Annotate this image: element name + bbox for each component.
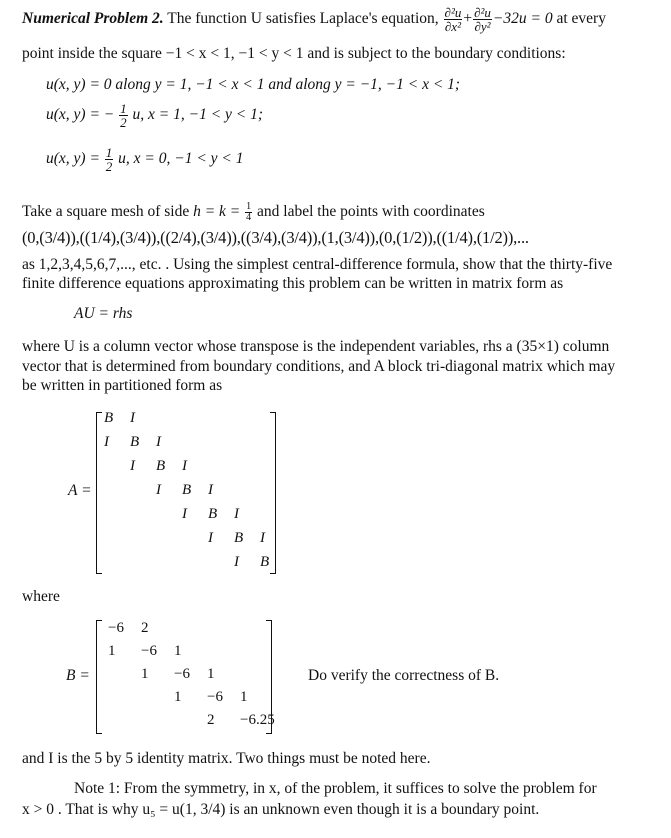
pde-num-y: ∂²u bbox=[474, 5, 491, 20]
matrix-a-cell: I bbox=[156, 482, 161, 498]
matrix-b-cell: 1 bbox=[174, 643, 182, 659]
boundary-condition-2 bbox=[46, 102, 263, 129]
where-para-line-3: be written in partitioned form as bbox=[22, 377, 223, 394]
where-para-line-1: where U is a column vector whose transpose is the independent variables, rhs a (35×1) column bbox=[22, 338, 610, 355]
mesh-fraction bbox=[245, 202, 252, 223]
matrix-a-cell: I bbox=[260, 530, 265, 546]
note-1-line-2: x > 0 . That is why u₅ = u(1, 3/4) is an unknown even though it is a boundary point. bbox=[22, 801, 540, 818]
mesh-frac-den: 4 bbox=[246, 212, 252, 223]
bc2-right: u, x = 1, −1 < y < 1; bbox=[132, 106, 264, 124]
matrix-b-cell: 1 bbox=[108, 643, 116, 659]
boundary-condition-3 bbox=[46, 146, 244, 173]
matrix-a-cell: B bbox=[156, 458, 166, 474]
matrix-a-cell: I bbox=[182, 506, 187, 522]
matrix-b-cell: −6.25 bbox=[240, 712, 275, 728]
bc3-den: 2 bbox=[105, 159, 113, 174]
boundary-condition-1: u(x, y) = 0 along y = 1, −1 < x < 1 and along y = −1, −1 < x < 1; bbox=[46, 76, 461, 93]
coordinate-list: (0,(3/4)),((1/4),(3/4)),((2/4),(3/4)),((3/4),(3/4)),(1,(3/4)),(0,(1/2)),((1/4),(1/2)),... bbox=[22, 228, 529, 247]
note-1-line-1: Note 1: From the symmetry, in x, of the problem, it suffices to solve the problem for bbox=[74, 780, 597, 797]
matrix-a-right-bracket bbox=[270, 412, 276, 574]
pde-term-x bbox=[444, 6, 463, 33]
bc3-fraction bbox=[105, 146, 114, 173]
matrix-a-cell: B bbox=[260, 554, 270, 570]
matrix-a-left-bracket bbox=[96, 412, 102, 574]
pde-num-x: ∂²u bbox=[444, 5, 462, 20]
matrix-a-cell: B bbox=[208, 506, 218, 522]
matrix-a-cell: I bbox=[130, 458, 135, 474]
bc2-fraction bbox=[119, 102, 128, 129]
verify-note: Do verify the correctness of B. bbox=[308, 667, 500, 684]
matrix-b-cell: −6 bbox=[207, 689, 223, 705]
matrix-a-cell: B bbox=[130, 434, 140, 450]
matrix-b-label: B = bbox=[66, 667, 90, 684]
matrix-b-cell: −6 bbox=[141, 643, 157, 659]
matrix-b-cell: 1 bbox=[240, 689, 248, 705]
matrix-a-cell: I bbox=[130, 410, 135, 426]
bc2-den: 2 bbox=[120, 115, 127, 130]
matrix-a-cell: B bbox=[234, 530, 244, 546]
matrix-b-cell: 1 bbox=[174, 689, 182, 705]
matrix-b-cell: −6 bbox=[108, 620, 124, 636]
where-para-line-2: vector that is determined from boundary conditions, and A block tri-diagonal matrix which may bbox=[22, 358, 616, 375]
matrix-a-cell: I bbox=[208, 482, 213, 498]
pde-term-y bbox=[473, 6, 492, 33]
mesh-line bbox=[22, 202, 485, 223]
problem-heading bbox=[22, 6, 606, 33]
matrix-a-cell: I bbox=[182, 458, 187, 474]
bc2-num: 1 bbox=[120, 101, 127, 116]
matrix-a-cell: B bbox=[182, 482, 192, 498]
matrix-b-cell: −6 bbox=[174, 666, 190, 682]
mesh-hk: h = k = bbox=[193, 203, 241, 221]
matrix-b-cell: 2 bbox=[207, 712, 215, 728]
pde-plus: + bbox=[463, 10, 473, 28]
pde-den-y: ∂y² bbox=[474, 19, 491, 34]
problem-label: Numerical Problem 2. bbox=[22, 10, 164, 28]
bc3-right: u, x = 0, −1 < y < 1 bbox=[118, 150, 244, 168]
matrix-a-cell: B bbox=[104, 410, 114, 426]
where-label: where bbox=[22, 588, 60, 605]
problem-intro: The function U satisfies Laplace's equation, bbox=[167, 10, 439, 28]
matrix-equation: AU = rhs bbox=[74, 305, 133, 322]
matrix-a-label: A = bbox=[68, 482, 92, 499]
matrix-a-cell: I bbox=[234, 554, 239, 570]
matrix-a-cell: I bbox=[234, 506, 239, 522]
pde-den-x: ∂x² bbox=[444, 19, 461, 34]
finite-difference-line: finite difference equations approximating this problem can be written in matrix form as bbox=[22, 275, 564, 292]
at-every: at every bbox=[556, 10, 606, 28]
matrix-b-cell: 2 bbox=[141, 620, 149, 636]
bc3-left: u(x, y) = bbox=[46, 150, 100, 168]
identity-note: and I is the 5 by 5 identity matrix. Two things must be noted here. bbox=[22, 750, 431, 767]
labeling-line: as 1,2,3,4,5,6,7,..., etc. . Using the simplest central-difference formula, show that the thirty-five bbox=[22, 256, 613, 273]
mesh-label-points: and label the points with coordinates bbox=[257, 203, 485, 221]
matrix-a-cell: I bbox=[208, 530, 213, 546]
mesh-frac-num: 1 bbox=[246, 201, 252, 212]
matrix-a-cell: I bbox=[156, 434, 161, 450]
matrix-b-cell: 1 bbox=[141, 666, 149, 682]
mesh-take: Take a square mesh of side bbox=[22, 203, 190, 221]
matrix-b-left-bracket bbox=[96, 620, 102, 734]
matrix-a-cell: I bbox=[104, 434, 109, 450]
bc3-num: 1 bbox=[105, 145, 113, 160]
domain-line: point inside the square −1 < x < 1, −1 < y < 1 and is subject to the boundary conditions: bbox=[22, 45, 566, 62]
matrix-b-cell: 1 bbox=[207, 666, 215, 682]
pde-rest: −32u = 0 bbox=[492, 10, 553, 28]
bc2-left: u(x, y) = − bbox=[46, 106, 115, 124]
